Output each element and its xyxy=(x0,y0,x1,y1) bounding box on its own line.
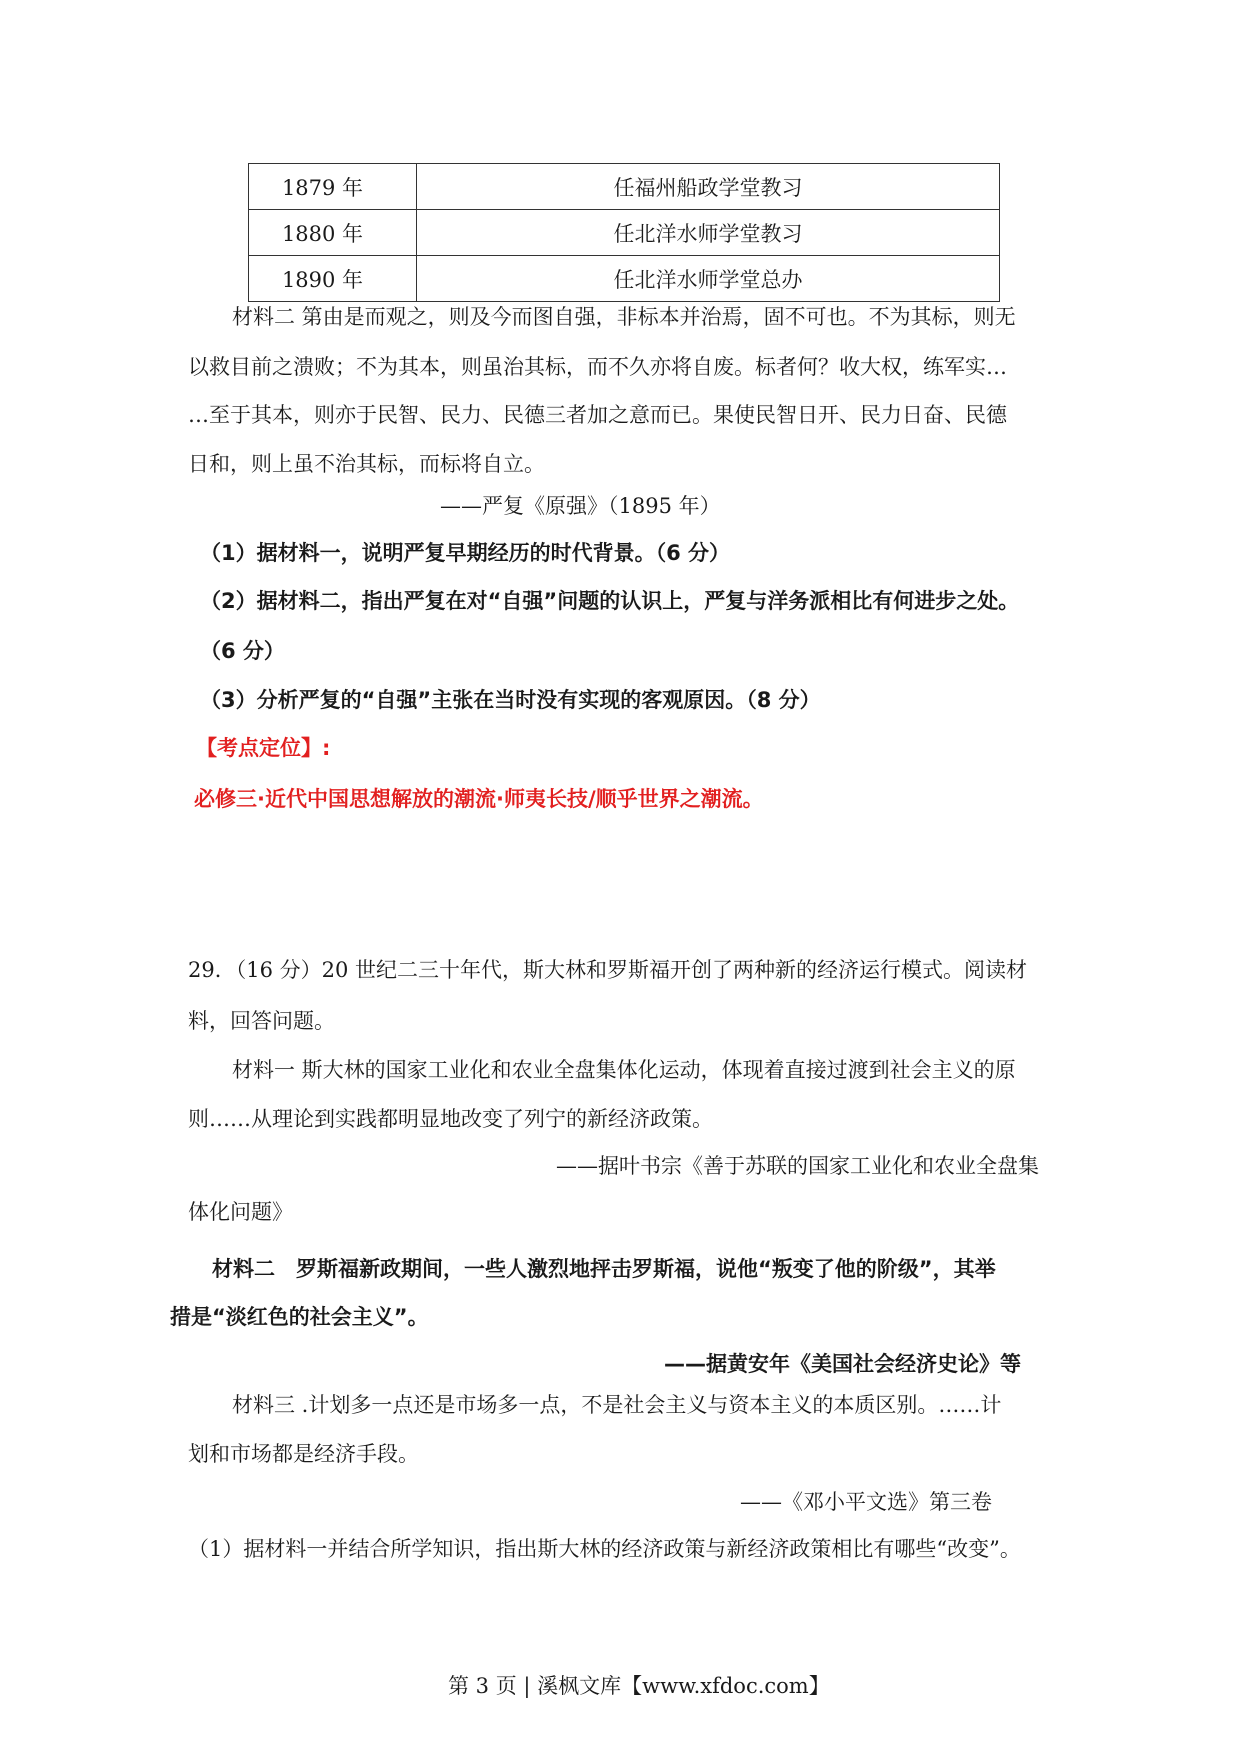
event-cell: 任北洋水师学堂总办 xyxy=(417,256,1000,302)
q29-material3-line: 材料三 .计划多一点还是市场多一点，不是社会主义与资本主义的本质区别。……计 xyxy=(232,1393,1002,1417)
q29-material2-line: 材料二 罗斯福新政期间，一些人激烈地抨击罗斯福，说他“叛变了他的阶级”，其举 xyxy=(212,1257,996,1281)
q28-material2-line: 材料二 第由是而观之，则及今而图自强，非标本并治焉，固不可也。不为其标，则无 xyxy=(232,305,1016,329)
q29-intro-line: 29．（16 分）20 世纪二三十年代，斯大林和罗斯福开创了两种新的经济运行模式。阅读材 xyxy=(188,958,1028,982)
q29-question: （1）据材料一并结合所学知识，指出斯大林的经济政策与新经济政策相比有哪些“改变”。 xyxy=(188,1537,1021,1561)
kaodian-label: 【考点定位】: xyxy=(196,736,331,760)
q28-material2-line: 以救目前之溃败；不为其本，则虽治其标，而不久亦将自废。标者何？收大权，练军实… xyxy=(188,355,1007,379)
q29-intro-line: 料，回答问题。 xyxy=(188,1009,335,1033)
q29-material2-source: ——据黄安年《美国社会经济史论》等 xyxy=(664,1352,1021,1376)
event-cell: 任福州船政学堂教习 xyxy=(417,164,1000,210)
year-cell: 1880 年 xyxy=(249,210,417,256)
q28-question: （3）分析严复的“自强”主张在当时没有实现的客观原因。（8 分） xyxy=(200,688,821,712)
q29-material1-source: 体化问题》 xyxy=(188,1200,293,1224)
q29-material2-line: 措是“淡红色的社会主义”。 xyxy=(170,1305,429,1329)
q28-material2-source: ——严复《原强》（1895 年） xyxy=(440,494,721,518)
q28-material2-line: …至于其本，则亦于民智、民力、民德三者加之意而已。果使民智日开、民力日奋、民德 xyxy=(188,403,1007,427)
q29-material1-line: 材料一 斯大林的国家工业化和农业全盘集体化运动，体现着直接过渡到社会主义的原 xyxy=(232,1058,1016,1082)
q28-question: （1）据材料一，说明严复早期经历的时代背景。（6 分） xyxy=(200,541,731,565)
year-cell: 1890 年 xyxy=(249,256,417,302)
event-cell: 任北洋水师学堂教习 xyxy=(417,210,1000,256)
kaodian-text: 必修三·近代中国思想解放的潮流·师夷长技/顺乎世界之潮流。 xyxy=(194,787,764,811)
q28-material2-line: 日和，则上虽不治其标，而标将自立。 xyxy=(188,452,545,476)
table-row xyxy=(249,210,1000,256)
q29-material3-source: ——《邓小平文选》第三卷 xyxy=(740,1490,992,1514)
q29-material1-line: 则……从理论到实践都明显地改变了列宁的新经济政策。 xyxy=(188,1107,713,1131)
page-footer: 第 3 页 | 溪枫文库【www.xfdoc.com】 xyxy=(448,1674,830,1698)
table-row xyxy=(249,164,1000,210)
q28-question: （2）据材料二，指出严复在对“自强”问题的认识上，严复与洋务派相比有何进步之处。 xyxy=(200,589,1020,613)
q29-material1-source: ——据叶书宗《善于苏联的国家工业化和农业全盘集 xyxy=(556,1154,1039,1178)
table-row xyxy=(249,256,1000,302)
year-cell: 1879 年 xyxy=(249,164,417,210)
timeline-table xyxy=(248,163,1000,302)
q29-material3-line: 划和市场都是经济手段。 xyxy=(188,1442,419,1466)
q28-question: （6 分） xyxy=(200,639,285,663)
